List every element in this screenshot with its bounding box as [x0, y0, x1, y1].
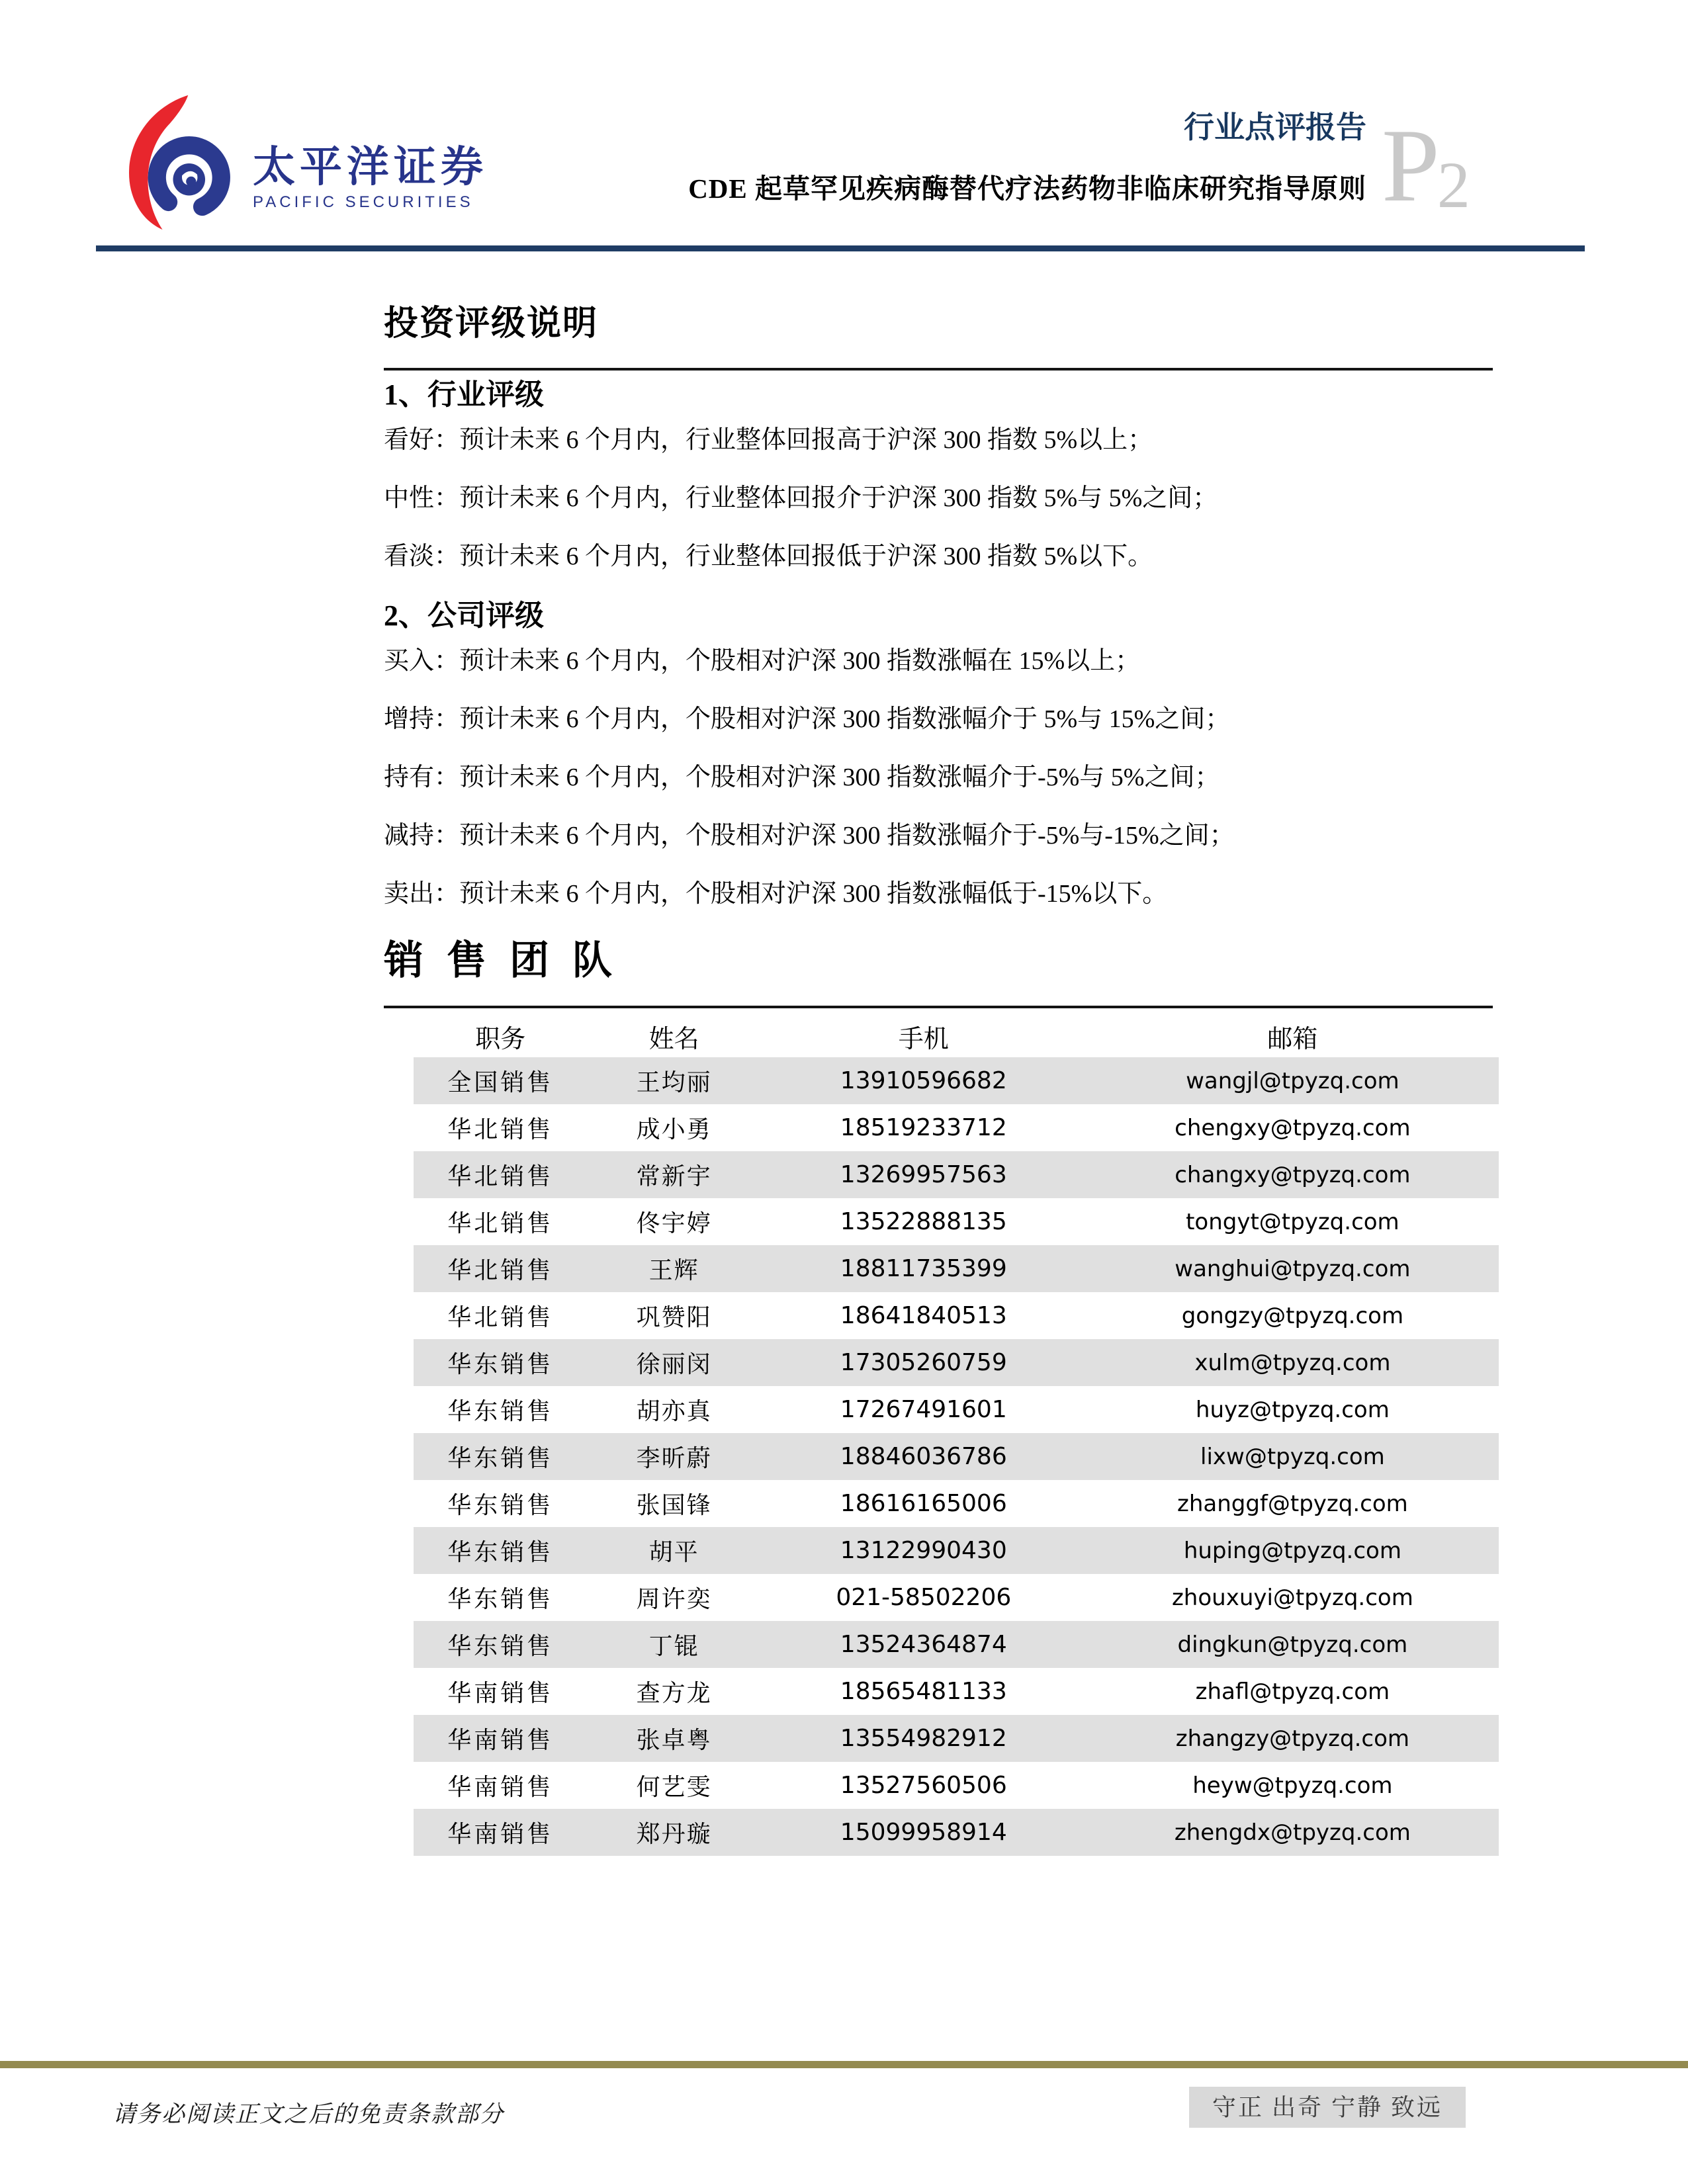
sales-cell-phone: 18641840513: [840, 1302, 1007, 1329]
sales-table-row: [414, 1433, 1499, 1480]
sales-table-row: [414, 1668, 1499, 1715]
sales-cell-name: 王均丽: [636, 1069, 712, 1096]
sales-table-row: [414, 1527, 1499, 1574]
sales-cell-email: huping@tpyzq.com: [1183, 1537, 1401, 1564]
sales-cell-phone: 13527560506: [840, 1772, 1007, 1799]
sales-cell-role: 华南销售: [447, 1821, 554, 1847]
sales-table-header-row: [414, 1015, 1499, 1057]
industry-rating-line: 中性：预计未来 6 个月内，行业整体回报介于沪深 300 指数 5%与 5%之间；: [384, 484, 1218, 512]
sales-cell-email: zhafl@tpyzq.com: [1195, 1678, 1390, 1705]
sales-cell-name: 丁锟: [648, 1633, 699, 1659]
sales-cell-name: 张卓粤: [636, 1727, 712, 1753]
sales-cell-role: 华东销售: [447, 1633, 554, 1659]
sales-table-row: [414, 1715, 1499, 1762]
sales-cell-role: 华北销售: [447, 1163, 554, 1190]
sales-cell-name: 巩赞阳: [636, 1304, 712, 1331]
column-header-email: 邮箱: [1267, 1025, 1318, 1053]
report-type-label: 行业点评报告: [1184, 110, 1366, 144]
sales-cell-role: 华南销售: [447, 1727, 554, 1753]
sales-table-body: [414, 1057, 1499, 1856]
company-logo: [114, 91, 488, 236]
sales-cell-name: 张国锋: [636, 1492, 712, 1518]
sales-cell-phone: 17267491601: [840, 1396, 1007, 1423]
sales-cell-role: 华北销售: [447, 1210, 554, 1237]
sales-table-row: [414, 1809, 1499, 1856]
sales-cell-email: wanghui@tpyzq.com: [1175, 1255, 1411, 1282]
sales-cell-role: 华东销售: [447, 1351, 554, 1377]
industry-rating-line: 看淡：预计未来 6 个月内，行业整体回报低于沪深 300 指数 5%以下。: [384, 543, 1153, 570]
pacific-securities-logo-icon: [114, 91, 234, 236]
sales-cell-role: 华北销售: [447, 1304, 554, 1331]
company-rating-line: 持有：预计未来 6 个月内，个股相对沪深 300 指数涨幅介于-5%与 5%之间；: [384, 764, 1220, 791]
sales-table-row: [414, 1104, 1499, 1151]
company-rating-heading: 2、公司评级: [384, 599, 544, 632]
sales-cell-name: 郑丹璇: [636, 1821, 712, 1847]
sales-cell-email: xulm@tpyzq.com: [1194, 1349, 1391, 1376]
sales-cell-name: 周许奕: [636, 1586, 712, 1612]
sales-cell-phone: 18565481133: [840, 1678, 1007, 1705]
page-content: [384, 306, 1493, 1856]
sales-table-row: [414, 1057, 1499, 1104]
sales-cell-name: 查方龙: [636, 1680, 712, 1706]
footer-motto: 守正 出奇 宁静 致远: [1189, 2087, 1466, 2128]
sales-cell-role: 华南销售: [447, 1680, 554, 1706]
industry-rating-lines: [384, 426, 1493, 570]
sales-team-table: [414, 1015, 1499, 1856]
sales-cell-email: zhangzy@tpyzq.com: [1175, 1725, 1409, 1752]
sales-cell-phone: 13522888135: [840, 1208, 1007, 1235]
industry-rating-heading: 1、行业评级: [384, 378, 544, 411]
sales-cell-email: wangjl@tpyzq.com: [1186, 1067, 1399, 1094]
sales-cell-phone: 18846036786: [840, 1443, 1007, 1470]
header-divider: [96, 245, 1585, 251]
sales-cell-phone: 13122990430: [840, 1537, 1007, 1564]
sales-cell-role: 华北销售: [447, 1116, 554, 1143]
sales-table-row: [414, 1762, 1499, 1809]
sales-cell-name: 李昕蔚: [636, 1445, 712, 1471]
sales-cell-phone: 18616165006: [840, 1490, 1007, 1517]
sales-table-row: [414, 1480, 1499, 1527]
column-header-phone: 手机: [898, 1025, 949, 1053]
column-header-name: 姓名: [648, 1025, 699, 1053]
sales-cell-email: chengxy@tpyzq.com: [1175, 1114, 1411, 1141]
sales-table-row: [414, 1621, 1499, 1668]
company-rating-line: 增持：预计未来 6 个月内，个股相对沪深 300 指数涨幅介于 5%与 15%之间；: [384, 705, 1231, 733]
page-number-badge: [1382, 108, 1473, 224]
sales-table-row: [414, 1151, 1499, 1198]
sales-cell-phone: 13910596682: [840, 1067, 1007, 1094]
sales-table-row: [414, 1198, 1499, 1245]
sales-cell-email: zhouxuyi@tpyzq.com: [1171, 1584, 1413, 1611]
sales-cell-phone: 021-58502206: [836, 1584, 1012, 1611]
sales-cell-role: 华东销售: [447, 1398, 554, 1424]
sales-cell-email: lixw@tpyzq.com: [1200, 1443, 1385, 1470]
sales-table-row: [414, 1292, 1499, 1339]
sales-cell-name: 成小勇: [636, 1116, 712, 1143]
sales-cell-role: 全国销售: [447, 1069, 554, 1096]
industry-rating-line: 看好：预计未来 6 个月内，行业整体回报高于沪深 300 指数 5%以上；: [384, 426, 1153, 454]
sales-cell-email: dingkun@tpyzq.com: [1177, 1631, 1408, 1658]
rating-section-divider: [384, 368, 1493, 371]
logo-name-en: PACIFIC SECURITIES: [253, 193, 474, 211]
sales-cell-phone: 13269957563: [840, 1161, 1007, 1188]
company-rating-line: 卖出：预计未来 6 个月内，个股相对沪深 300 指数涨幅低于-15%以下。: [384, 880, 1168, 908]
sales-section-divider: [384, 1006, 1493, 1008]
sales-cell-phone: 17305260759: [840, 1349, 1007, 1376]
sales-cell-phone: 15099958914: [840, 1819, 1007, 1846]
column-header-role: 职务: [475, 1025, 526, 1053]
sales-cell-name: 佟宇婷: [636, 1210, 712, 1237]
sales-cell-role: 华北销售: [447, 1257, 554, 1284]
sales-cell-phone: 13554982912: [840, 1725, 1007, 1752]
company-rating-line: 减持：预计未来 6 个月内，个股相对沪深 300 指数涨幅介于-5%与-15%之间；: [384, 822, 1235, 850]
sales-cell-phone: 18519233712: [840, 1114, 1007, 1141]
sales-team-title: 销 售 团 队: [384, 939, 619, 983]
footer-disclaimer: 请务必阅读正文之后的免责条款部分: [112, 2101, 505, 2127]
sales-cell-email: changxy@tpyzq.com: [1175, 1161, 1411, 1188]
logo-name-cn: 太平洋证券: [253, 143, 488, 191]
sales-cell-name: 胡亦真: [636, 1398, 712, 1424]
report-title: CDE 起草罕见疾病酶替代疗法药物非临床研究指导原则: [688, 173, 1366, 204]
header-right-block: [688, 111, 1366, 204]
sales-cell-role: 华东销售: [447, 1586, 554, 1612]
sales-cell-email: heyw@tpyzq.com: [1192, 1772, 1393, 1799]
page-number: 2: [1437, 148, 1470, 222]
sales-cell-role: 华东销售: [447, 1492, 554, 1518]
sales-cell-role: 华东销售: [447, 1539, 554, 1565]
sales-cell-name: 徐丽闵: [636, 1351, 712, 1377]
sales-cell-name: 何艺雯: [636, 1774, 712, 1800]
company-rating-lines: [384, 647, 1493, 908]
sales-cell-phone: 13524364874: [840, 1631, 1007, 1658]
rating-section-title: 投资评级说明: [384, 305, 599, 343]
sales-cell-email: zhanggf@tpyzq.com: [1177, 1490, 1408, 1517]
sales-cell-role: 华南销售: [447, 1774, 554, 1800]
sales-cell-email: tongyt@tpyzq.com: [1186, 1208, 1399, 1235]
sales-cell-phone: 18811735399: [840, 1255, 1007, 1282]
sales-table-row: [414, 1245, 1499, 1292]
sales-cell-name: 胡平: [648, 1539, 699, 1565]
page-letter: P: [1382, 108, 1440, 224]
company-rating-line: 买入：预计未来 6 个月内，个股相对沪深 300 指数涨幅在 15%以上；: [384, 647, 1141, 675]
sales-table-row: [414, 1339, 1499, 1386]
sales-cell-email: huyz@tpyzq.com: [1195, 1396, 1390, 1423]
sales-cell-email: zhengdx@tpyzq.com: [1174, 1819, 1411, 1846]
sales-cell-email: gongzy@tpyzq.com: [1181, 1302, 1404, 1329]
sales-table-row: [414, 1386, 1499, 1433]
sales-cell-name: 常新宇: [636, 1163, 712, 1190]
sales-table-row: [414, 1574, 1499, 1621]
sales-cell-name: 王辉: [648, 1257, 699, 1284]
logo-text: [253, 143, 488, 212]
footer-divider-bar: [0, 2061, 1688, 2068]
sales-cell-role: 华东销售: [447, 1445, 554, 1471]
